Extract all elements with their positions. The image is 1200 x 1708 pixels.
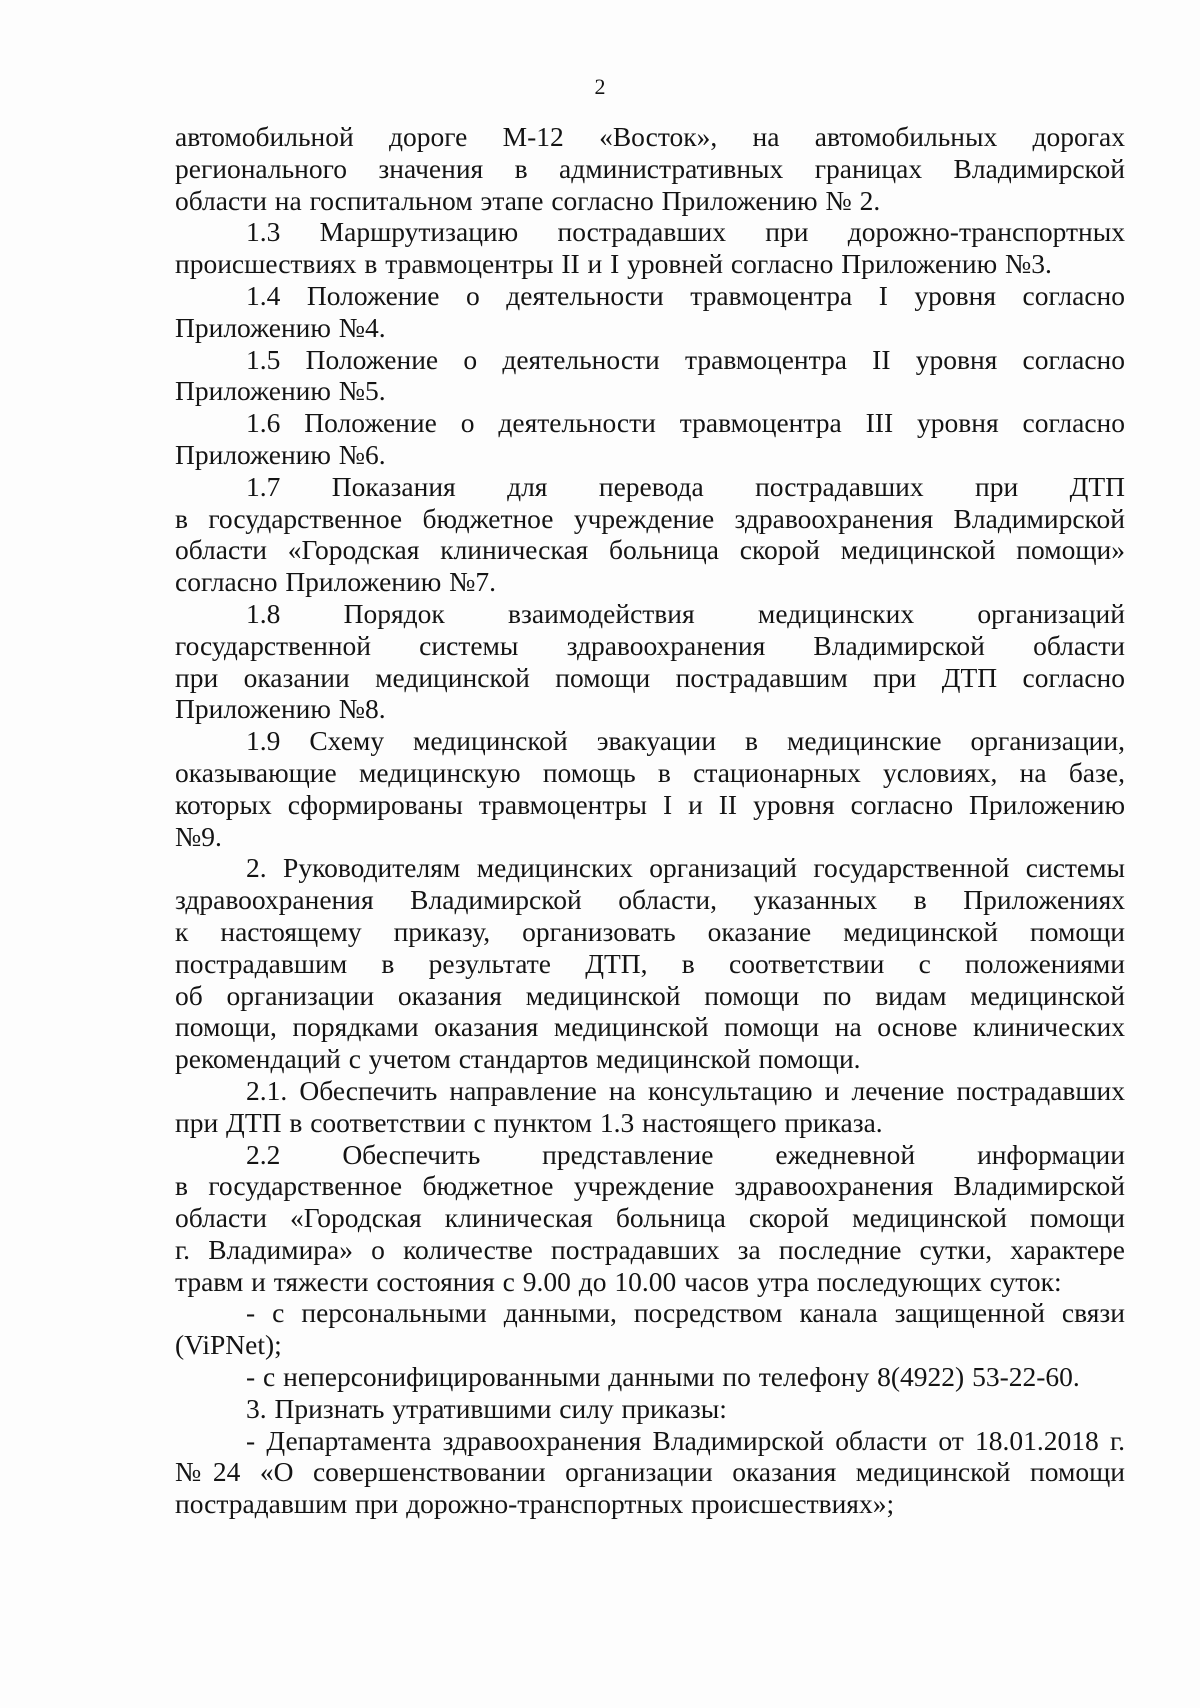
text-line: 1.9 Схему медицинской эвакуации в медицинские организации, bbox=[246, 725, 1125, 757]
text-line: области «Городская клиническая больница скорой медицинской помощи bbox=[175, 1202, 1125, 1234]
text-line: при ДТП в соответствии с пунктом 1.3 настоящего приказа. bbox=[175, 1106, 883, 1138]
dash-item-personal-data bbox=[175, 1297, 1125, 1361]
text-line: 3. Признать утратившими силу приказы: bbox=[246, 1392, 727, 1424]
text-line: 1.7 Показания для перевода пострадавших при ДТП bbox=[246, 470, 1125, 502]
text-line: при оказании медицинской помощи пострадавшим при ДТП согласно bbox=[175, 661, 1125, 693]
text-line: об организации оказания медицинской помощи по видам медицинской bbox=[175, 979, 1125, 1011]
text-line: области на госпитальном этапе согласно Приложению № 2. bbox=[175, 184, 881, 216]
text-line: пострадавшим в результате ДТП, в соответствии с положениями bbox=[175, 947, 1125, 979]
text-line: 1.8 Порядок взаимодействия медицинских организаций bbox=[246, 597, 1125, 629]
text-line: автомобильной дороге М-12 «Восток», на автомобильных дорогах bbox=[175, 121, 1125, 152]
text-line: - Департамента здравоохранения Владимирской области от 18.01.2018 г. bbox=[246, 1424, 1125, 1456]
paragraph-1-3 bbox=[175, 216, 1125, 280]
text-line: травм и тяжести состояния с 9.00 до 10.00 часов утра последующих суток: bbox=[175, 1265, 1062, 1297]
paragraph-1-2-continuation bbox=[175, 121, 1125, 216]
text-line: которых сформированы травмоцентры I и II уровня согласно Приложению bbox=[175, 788, 1125, 820]
text-line: - с персональными данными, посредством канала защищенной связи bbox=[246, 1297, 1125, 1329]
text-line: помощи, порядками оказания медицинской помощи на основе клинических bbox=[175, 1011, 1125, 1043]
paragraph-2-1 bbox=[175, 1075, 1125, 1139]
text-line: - с неперсонифицированными данными по телефону 8(4922) 53-22-60. bbox=[246, 1361, 1080, 1393]
text-line: государственной системы здравоохранения Владимирской области bbox=[175, 629, 1125, 661]
text-line: 1.5 Положение о деятельности травмоцентра II уровня согласно bbox=[246, 343, 1125, 375]
paragraph-1-7 bbox=[175, 471, 1125, 598]
paragraph-1-5 bbox=[175, 344, 1125, 408]
text-line: 2. Руководителям медицинских организаций государственной системы bbox=[246, 852, 1125, 884]
text-line: рекомендаций с учетом стандартов медицинской помощи. bbox=[175, 1043, 861, 1075]
paragraph-2-2 bbox=[175, 1139, 1125, 1298]
text-line: Приложению №8. bbox=[175, 693, 386, 725]
dash-item-phone bbox=[175, 1361, 1125, 1393]
text-line: здравоохранения Владимирской области, указанных в Приложениях bbox=[175, 884, 1125, 916]
text-line: в государственное бюджетное учреждение здравоохранения Владимирской bbox=[175, 502, 1125, 534]
dash-item-order-24 bbox=[175, 1425, 1125, 1520]
text-line: области «Городская клиническая больница скорой медицинской помощи» bbox=[175, 534, 1125, 566]
text-line: Приложению №5. bbox=[175, 375, 386, 407]
text-line: (ViPNet); bbox=[175, 1329, 282, 1361]
text-line: 1.4 Положение о деятельности травмоцентра I уровня согласно bbox=[246, 279, 1125, 311]
paragraph-1-9 bbox=[175, 725, 1125, 852]
document-body bbox=[175, 121, 1125, 1520]
text-line: г. Владимира» о количестве пострадавших за последние сутки, характере bbox=[175, 1233, 1125, 1265]
paragraph-1-8 bbox=[175, 598, 1125, 725]
text-line: к настоящему приказу, организовать оказание медицинской помощи bbox=[175, 915, 1125, 947]
paragraph-1-4 bbox=[175, 280, 1125, 344]
text-line: согласно Приложению №7. bbox=[175, 566, 496, 598]
text-line: 1.6 Положение о деятельности травмоцентра III уровня согласно bbox=[246, 407, 1125, 439]
paragraph-3 bbox=[175, 1393, 1125, 1425]
page-number: 2 bbox=[594, 74, 606, 99]
text-line: 2.2 Обеспечить представление ежедневной информации bbox=[246, 1138, 1125, 1170]
text-line: происшествиях в травмоцентры II и I уровней согласно Приложению №3. bbox=[175, 248, 1052, 280]
paragraph-1-6 bbox=[175, 407, 1125, 471]
text-line: 2.1. Обеспечить направление на консультацию и лечение пострадавших bbox=[246, 1074, 1125, 1106]
text-line: 1.3 Маршрутизацию пострадавших при дорожно-транспортных bbox=[246, 216, 1125, 248]
text-line: оказывающие медицинскую помощь в стационарных условиях, на базе, bbox=[175, 756, 1125, 788]
paragraph-2 bbox=[175, 852, 1125, 1075]
text-line: Приложению №4. bbox=[175, 311, 386, 343]
text-line: Приложению №6. bbox=[175, 438, 386, 470]
text-line: пострадавшим при дорожно-транспортных происшествиях»; bbox=[175, 1488, 895, 1520]
text-line: №24 «О совершенствовании организации оказания медицинской помощи bbox=[175, 1456, 1125, 1488]
text-line: в государственное бюджетное учреждение здравоохранения Владимирской bbox=[175, 1170, 1125, 1202]
text-line: №9. bbox=[175, 820, 222, 852]
text-line: регионального значения в административных границах Владимирской bbox=[175, 152, 1125, 184]
